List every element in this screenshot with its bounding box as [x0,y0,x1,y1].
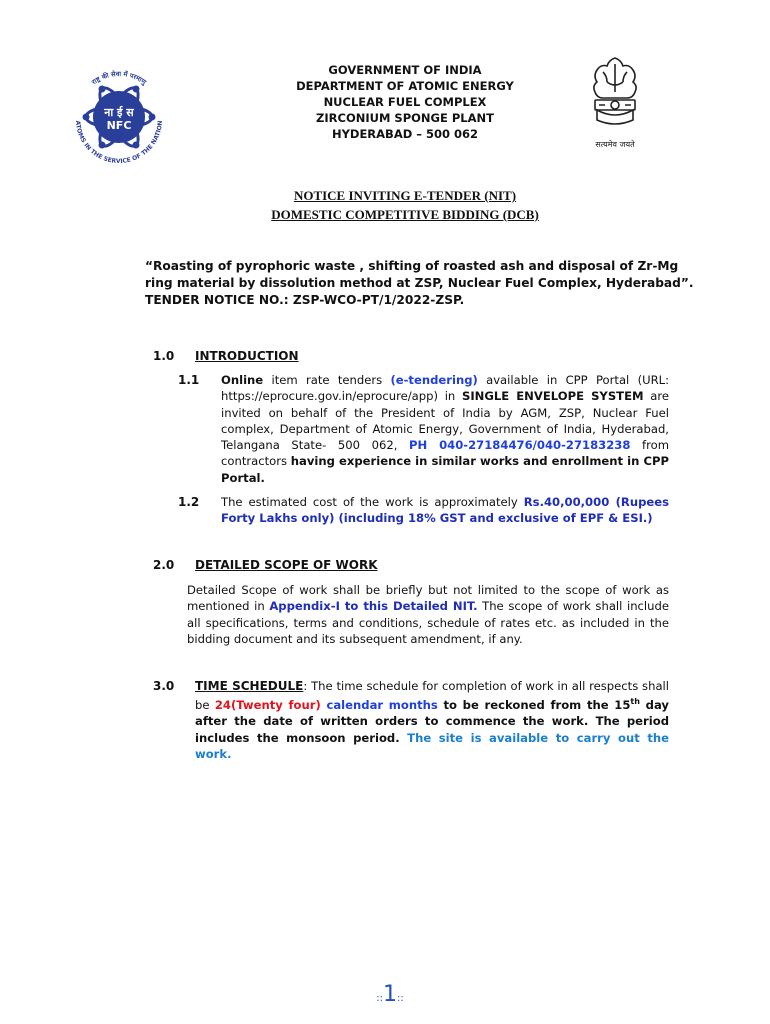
nfc-logo-graphic [64,62,174,172]
section-number: 3.0 [153,679,175,693]
emblem-lion-capital-icon [585,52,645,136]
header-line: NUCLEAR FUEL COMPLEX [323,95,487,109]
subject-line-2: ring material by dissolution method at ZSP, Nuclear Fuel Complex, Hyderabad”. [145,276,694,290]
header-line: DEPARTMENT OF ATOMIC ENERGY [296,79,514,93]
text-run: : The time schedule for completion of work in all respects shall be [195,679,669,713]
subject-line-1: “Roasting of pyrophoric waste , shifting of roasted ash and disposal of Zr-Mg [145,259,679,273]
section-title-introduction: INTRODUCTION [195,349,299,363]
header-line: ZIRCONIUM SPONGE PLANT [316,111,494,125]
notice-line-2: DOMESTIC COMPETITIVE BIDDING (DCB) [271,207,539,222]
logo-ring-bottom: ATOMS IN THE SERVICE OF THE NATION [73,120,165,166]
section-number: 2.0 [153,558,175,572]
text-run: SINGLE ENVELOPE SYSTEM [462,389,644,404]
svg-text:राष्ट्र की सेवा में परमाणु [90,70,149,87]
footer-marker-right: :: [397,993,404,1004]
clause-1-2 [221,494,669,527]
time-schedule-paragraph [195,678,669,762]
section-number: 1.0 [153,349,175,363]
header-line: GOVERNMENT OF INDIA [328,63,482,77]
text-run: calendar months [320,698,438,713]
notice-heading [200,186,610,224]
text-run: to be reckoned from the 15 [437,698,631,713]
emblem-caption: सत्यमेव जयते [595,140,635,149]
tender-subject [145,258,694,309]
text-run: The estimated cost of the work is approximately [221,495,524,509]
clause-number: 1.2 [178,495,200,509]
text-run: The site is available to carry out the work. [195,730,669,762]
text-run: Online [221,373,264,387]
text-run: having experience in similar works and enrollment in CPP Portal. [221,454,669,485]
notice-line-1: NOTICE INVITING E-TENDER (NIT) [293,188,517,203]
clause-1-1 [221,372,669,486]
nfc-logo [64,62,174,172]
page-number-footer [360,982,420,1007]
text-run: 24(Twenty four) [214,698,321,713]
text-run: PH 040-27184476/040-27183238 [408,438,631,453]
text-run: are invited on behalf of the President of India by AGM, ZSP, Nuclear Fuel complex, Department of Atomic Energy, Government of India, Hyderabad, Telangana State- 500 062, [221,389,670,453]
org-header [250,62,560,142]
tender-number: TENDER NOTICE NO.: ZSP-WCO-PT/1/2022-ZSP. [145,293,465,307]
logo-devanagari: ना ई स [104,106,134,119]
section-title-scope: DETAILED SCOPE OF WORK [195,558,378,572]
text-run: th [630,697,640,707]
text-run: day after the date of written orders to commence the work. The period includes the monsoon period. [195,698,669,745]
text-run: Detailed Scope of work shall be briefly but not limited to the scope of work as mentioned in [187,583,669,614]
page-number: 1 [383,982,397,1007]
text-run: The scope of work shall include all specifications, terms and conditions, schedule of rates etc. as included in the bidding document and its subsequent amendment, if any. [187,599,669,646]
text-run: Rs.40,00,000 (Rupees Forty Lakhs only) (including 18% GST and exclusive of EPF & ESI.) [221,495,670,526]
text-run: (e-tendering) [390,373,478,387]
text-run: item rate tenders [263,373,391,387]
section-title-time-schedule: TIME SCHEDULE [195,679,304,693]
scope-paragraph [187,582,669,647]
clause-number: 1.1 [178,373,200,387]
footer-marker-left: :: [376,993,383,1004]
text-run: available in CPP Portal (URL: https://eprocure.gov.in/eprocure/app) in [221,373,669,404]
logo-ring-top: राष्ट्र की सेवा में परमाणु [90,69,148,87]
logo-nfc-text: NFC [106,119,132,132]
header-line: HYDERABAD – 500 062 [331,127,479,141]
text-run: from contractors [221,438,669,469]
national-emblem [585,52,645,148]
text-run: Appendix-I to this Detailed NIT. [269,599,478,614]
